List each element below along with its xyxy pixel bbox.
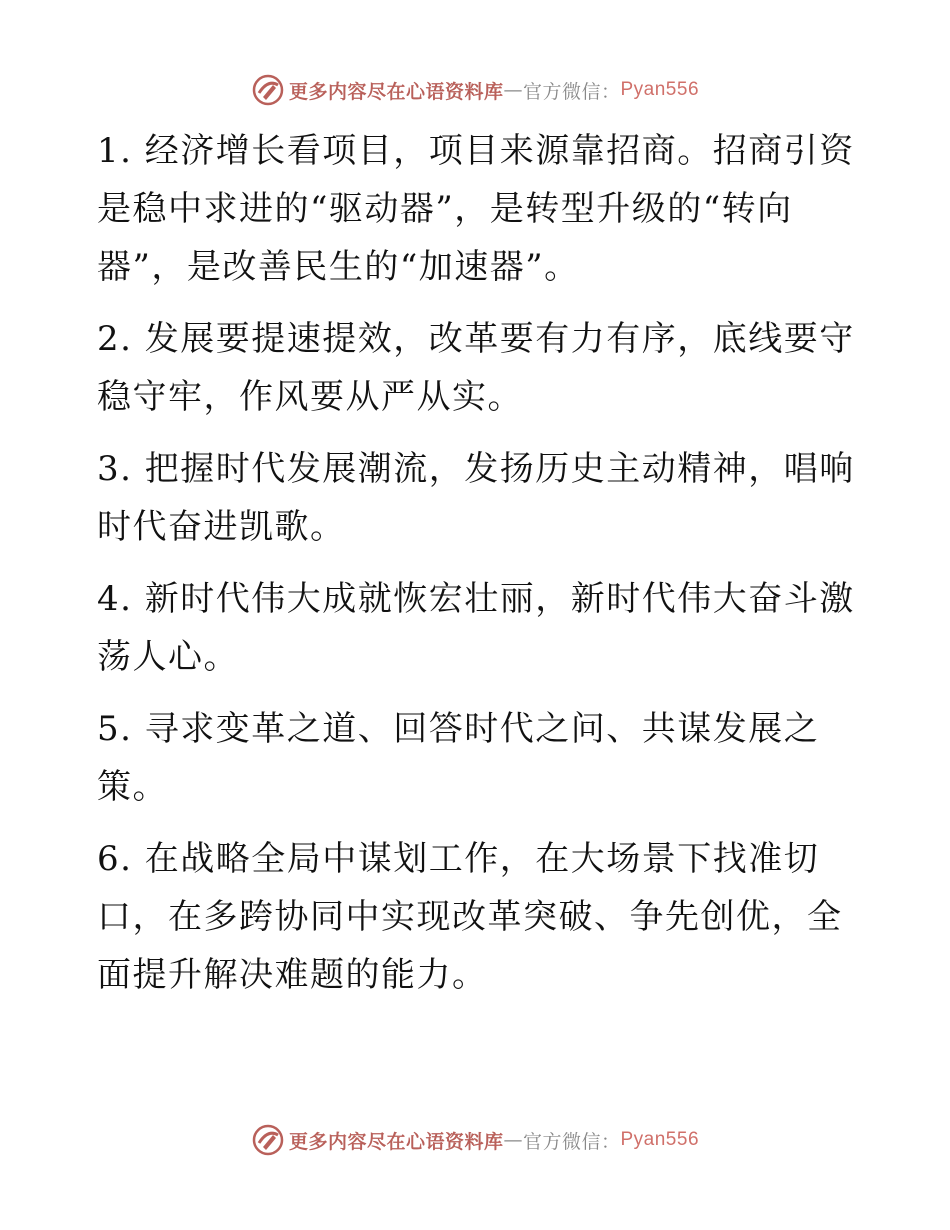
footer-wechat-id: Pyan556 [620,1129,700,1150]
paragraph-4: 4. 新时代伟大成就恢宏壮丽，新时代伟大奋斗激荡人心。 [97,579,855,677]
paragraph-5: 5. 寻求变革之道、回答时代之问、共谋发展之策。 [97,709,820,807]
paragraph-1: 1. 经济增长看项目，项目来源靠招商。招商引资是稳中求进的“驱动器”，是转型升级的“转向器”，是改善民生的“加速器”。 [97,131,855,287]
footer-site-text: 更多内容尽在心语资料库 [288,1130,504,1153]
header-wechat-label: 官方微信： [522,80,621,103]
footer-wechat-label: 官方微信： [522,1130,621,1153]
paragraph-6: 6. 在战略全局中谋划工作，在大场景下找准切口，在多跨协同中实现改革突破、争先创优，全面提升解决难题的能力。 [97,839,843,995]
header-wechat-id: Pyan556 [620,79,700,100]
paragraph-3: 3. 把握时代发展潮流，发扬历史主动精神，唱响时代奋进凯歌。 [97,449,855,547]
header-separator: — [503,79,523,101]
footer-banner [0,1120,950,1160]
header-site-text: 更多内容尽在心语资料库 [288,80,504,103]
pen-logo-icon [251,73,285,107]
paragraph-2: 2. 发展要提速提效，改革要有力有序，底线要守稳守牢，作风要从严从实。 [97,319,855,417]
header-banner [0,70,950,110]
pen-logo-icon [251,1123,285,1157]
document-body [97,122,857,1018]
footer-separator: — [503,1129,523,1151]
